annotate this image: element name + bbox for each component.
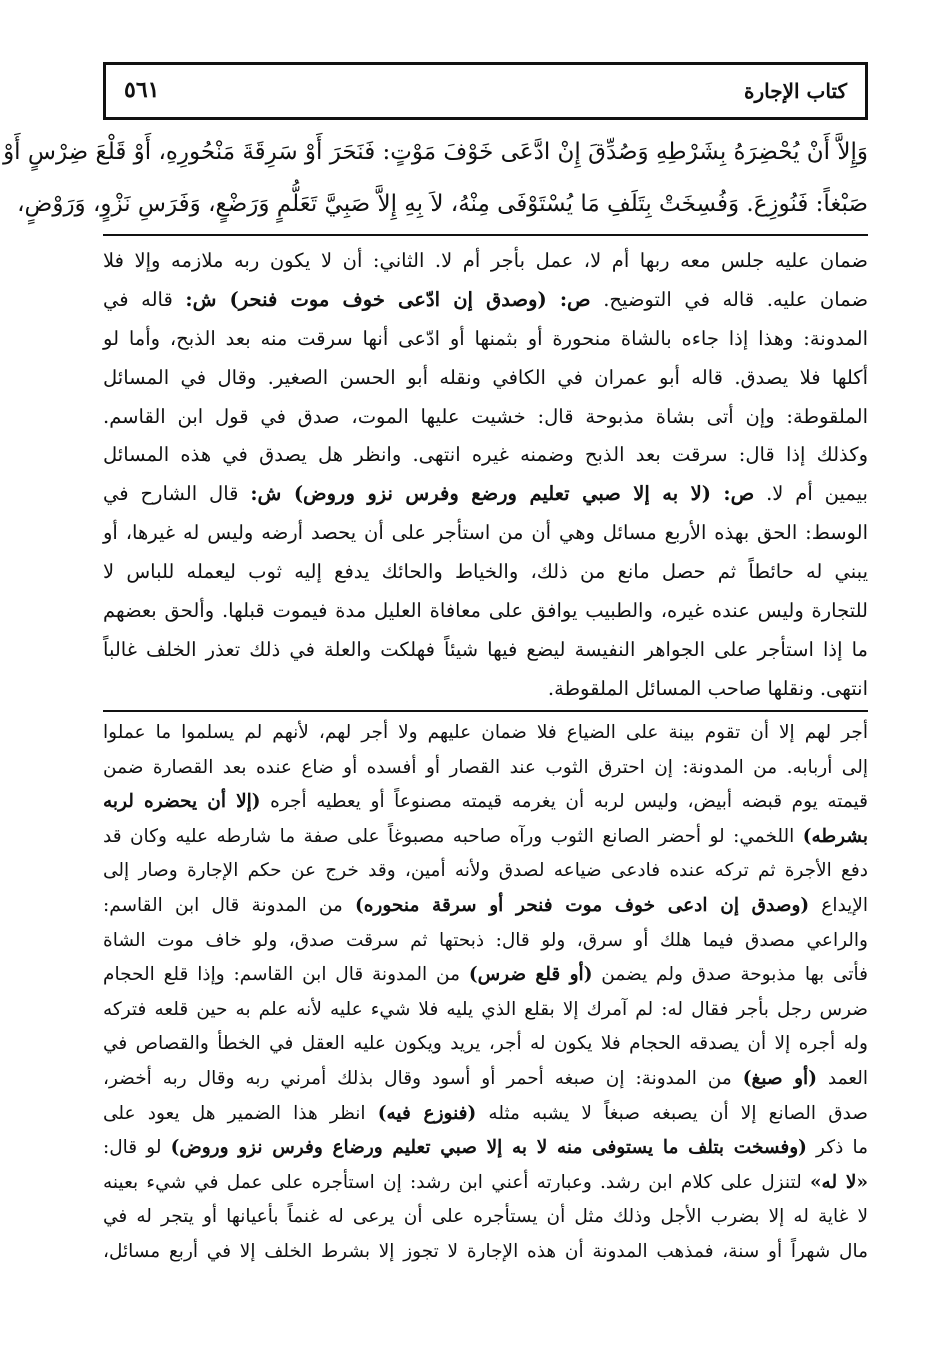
bold-quote: (أو قلع ضرس) <box>468 964 593 986</box>
text-segment: انتهى. ونقلها صاحب المسائل الملقوطة. <box>547 676 868 700</box>
text-segment: مال شهراً أو سنة، فمذهب المدونة أن هذه الإجارة لا تجوز إلا بشرط الخلف إلا في أربع مسائل، <box>103 1240 868 1262</box>
bold-quote: ص: (لا به إلا صبي تعليم ورضع وفرس نزو وروض) ش: <box>250 482 755 506</box>
text-segment: الوسط: الحق بهذه الأربع مسائل وهي أن من استأجر على أن يحصد أرضه وليس له غيرها، أو <box>103 521 868 545</box>
bold-quote: (إلا أن يحضره لربه <box>103 791 261 813</box>
text-segment: فأتى بها مذبوحة صدق ولم يضمن <box>592 964 868 986</box>
text-line <box>103 1235 868 1270</box>
text-line <box>103 553 868 592</box>
text-segment: ضرس رجل بأجر فقال له: لم آمرك إلا بقلع الذي يليه فلا شيء عليه لأنه علم به حين قلعه فتركه <box>103 998 868 1020</box>
text-segment: للتجارة وليس عنده غيره، والطبيب يوافق على معافاة العليل مدة فيموت قبلها. وألحق بعضهم <box>103 599 868 623</box>
text-segment: العمد <box>816 1067 868 1089</box>
text-segment: بيمين أم لا. <box>754 482 868 506</box>
text-line <box>103 820 868 855</box>
text-segment: والراعي مصدق فيما هلك أو سرق، ولو قال: ذبحتها ثم سرقت صدق، ولو خاف موت الشاة <box>103 929 868 951</box>
text-segment: من المدونة قال ابن القاسم: وإذا قلع الحجام <box>103 964 469 986</box>
text-line <box>103 993 868 1028</box>
text-segment: لتنزل على كلام ابن رشد. وعبارته أعني ابن رشد: إن استأجره على عمل في شيء بعينه <box>103 1171 810 1193</box>
text-segment: اللخمي: لو أحضر الصانع الثوب ورآه صاحبه مصبوغاً على صفة ما شارطه عليه وكان قد <box>103 825 803 847</box>
text-line <box>103 242 868 281</box>
text-segment: ما ذكر <box>806 1137 868 1159</box>
text-line <box>103 475 868 514</box>
divider-rule <box>103 234 868 236</box>
text-line <box>103 889 868 924</box>
book-title: كتاب الإجارة <box>744 79 847 103</box>
text-line <box>103 1166 868 1201</box>
text-segment: من المدونة: إن صبغه أحمر أو أسود وقال بذلك أمرني ربه وقال ربه أخضر، <box>103 1067 743 1089</box>
bold-quote: (وصدق إن ادعى خوف موت فنحر أو سرقة منحوره) <box>354 894 810 916</box>
text-line <box>103 1131 868 1166</box>
matn-line: وَإِلاَّ أَنْ يُحْضِرَهُ بِشَرْطِهِ وَصُدِّقَ إِنْ ادَّعَى خَوْفَ مَوْتٍ: فَنَحَرَ أَوْ سَرِقَةَ مَنْحُورِهِ، أَوْ قَلْعَ ضِرْسٍ أَوْ <box>3 139 868 165</box>
text-line <box>103 1062 868 1097</box>
text-segment: المدونة: وهذا إذا جاءه بالشاة منحورة أو بثمنها أو ادّعى أنها سرقت منه بعد الذبح، وأما لو <box>103 326 868 350</box>
divider-rule <box>103 710 868 712</box>
text-segment: أكلها فلا يصدق. قاله أبو عمران في الكافي ونقله أبو الحسن الصغير. وقال في المسائل <box>103 365 868 389</box>
text-segment: يبني له حائطاً ثم حصل مانع من ذلك، والخياط والحائك يدفع إليه ثوب ليعمله للباس لا <box>103 560 868 584</box>
text-segment: قال الشارح في <box>103 482 251 506</box>
text-segment: الإيداع <box>809 894 869 916</box>
bold-quote: (أو صبغ) <box>742 1067 817 1089</box>
text-segment: الملقوطة: وإن أتى بشاة مذبوحة قال: خشيت عليها الموت، صدق في قول ابن القاسم. <box>103 404 868 428</box>
text-line <box>103 1027 868 1062</box>
text-line <box>103 785 868 820</box>
text-line <box>103 436 868 475</box>
bold-quote: بشرطه) <box>802 825 868 847</box>
bold-quote: (فنوزع فيه) <box>377 1102 477 1124</box>
text-segment: صدق الصانع إلا أن يصبغه صبغاً لا يشبه مثله <box>476 1102 869 1124</box>
bold-quote: «لا له» <box>809 1171 869 1193</box>
text-line <box>103 1097 868 1132</box>
text-line <box>103 281 868 320</box>
text-segment: لو قال: <box>103 1137 171 1159</box>
text-segment: دفع الأجرة ثم تركه عنده فادعى ضياعه لصدق ولأنه أمين، وقد خرج عن حكم الإجارة وصار إلى <box>103 860 868 882</box>
page-header <box>103 62 868 120</box>
text-segment: وكذلك إذا قال: سرقت بعد الذبح وضمنه غيره انتهى. وانظر هل يصدق في هذه المسائل <box>103 443 868 467</box>
bold-quote: ص: (وصدق إن ادّعى خوف موت فنحر) ش: <box>185 287 591 311</box>
text-line <box>103 514 868 553</box>
text-segment: وله أجره إلا أن يصدقه الحجام فلا يكون له أجر، يريد ويكون عليه العقل في الخطأ والقصاص في <box>103 1033 868 1055</box>
text-line <box>103 398 868 437</box>
page-number: ٥٦١ <box>124 77 160 103</box>
text-line <box>103 670 868 709</box>
text-segment: قاله في <box>103 287 186 311</box>
text-segment: ضمان عليه جلس معه ربها أم لا، عمل بأجر أم لا. الثاني: أن لا يكون ربه ملازمه وإلا فلا <box>103 249 868 272</box>
matn-line: صَبْغاً: فَنُوزِعَ. وَفُسِخَتْ بِتَلَفِ مَا يُسْتَوْفَى مِنْهُ، لاَ بِهِ إِلاَّ صَبِيَّ تَعَلُّمٍ وَرَضْعٍ، وَفَرَسِ نَزْوٍ، وَرَوْضٍ، <box>17 191 868 217</box>
text-line <box>103 716 868 751</box>
commentary-section-2 <box>103 716 868 1270</box>
text-segment: قيمته يوم قبضه أبيض، وليس لربه أن يغرمه قيمته مصنوعاً أو يعطيه أجره <box>260 791 868 813</box>
text-line <box>103 631 868 670</box>
text-line <box>103 592 868 631</box>
text-segment: ما إذا استأجر على الجواهر النفيسة ليضع فيها شيئاً فهلكت والعلة في ذلك تعذر الخلف غالباً <box>103 637 868 661</box>
text-line <box>103 958 868 993</box>
text-segment: لا غاية له إلا بضرب الأجل وذلك مثل أن يستأجره على أن يرعى له غنماً بأعيانها أو يتجر له في <box>103 1206 868 1228</box>
text-line <box>103 854 868 889</box>
text-line <box>103 751 868 786</box>
text-segment: إلى أربابه. من المدونة: إن احترق الثوب عند القصار أو أفسده أو ضاع عنده بعد القصارة ضمن <box>103 756 868 778</box>
text-segment: من المدونة قال ابن القاسم: <box>103 894 355 916</box>
text-line <box>103 924 868 959</box>
text-segment: ضمان عليه. قاله في التوضيح. <box>590 287 868 311</box>
text-line <box>103 320 868 359</box>
bold-quote: (وفسخت بتلف ما يستوفى منه لا به إلا صبي تعليم ورضاع وفرس نزو وروض) <box>170 1137 807 1159</box>
text-line <box>103 359 868 398</box>
text-line <box>103 1200 868 1235</box>
commentary-section-1 <box>103 242 868 709</box>
text-segment: انظر هذا الضمير هل يعود على <box>103 1102 378 1124</box>
matn-text <box>3 126 868 230</box>
text-segment: أجر لهم إلا أن تقوم بينة على الضياع فلا ضمان عليهم ولا أجر لهم، لأنهم لم يسلموا ما عملوا <box>103 722 868 743</box>
